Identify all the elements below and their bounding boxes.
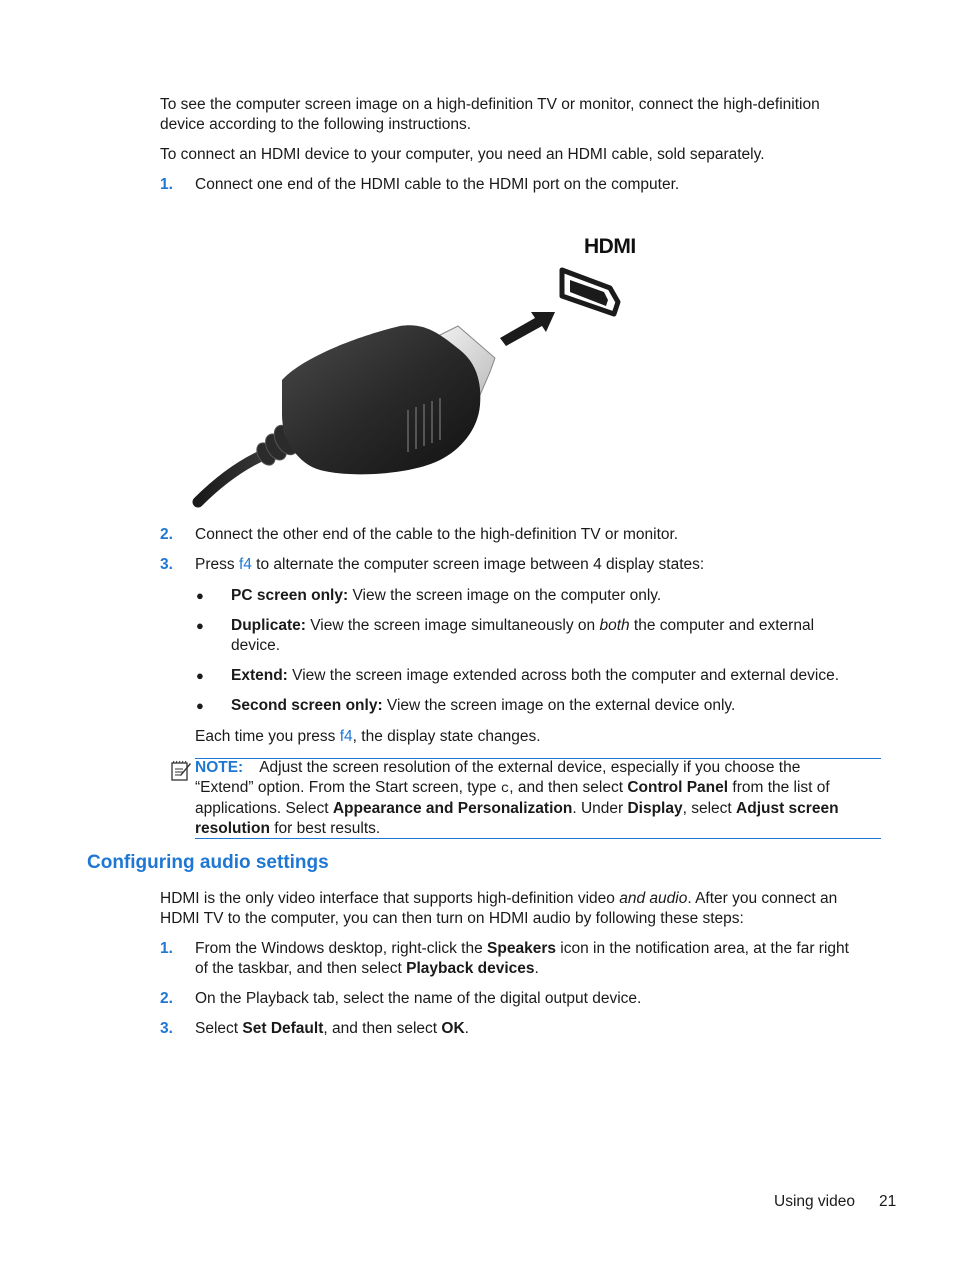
intro-paragraph-1: To see the computer screen image on a high-definition TV or monitor, connect the high-definition device according to the following instructions. — [160, 96, 820, 133]
audio-step-1-number: 1. — [160, 940, 173, 957]
note-text: NOTE: Adjust the screen resolution of the external device, especially if you choose the “Extend” option. From the Start screen, type c, and then select Control Panel from the list of applications. Select Appearance and Personalization. Under Display, select Adjust screen resolution for best results. — [195, 759, 839, 837]
page-number: 21 — [879, 1193, 897, 1210]
list-item-pc-screen-only: PC screen only: View the screen image on the computer only. — [231, 587, 662, 604]
list-item-extend: Extend: View the screen image extended across both the computer and external device. — [231, 667, 839, 684]
hdmi-plug-body — [282, 325, 480, 474]
audio-step-1-text: From the Windows desktop, right-click the Speakers icon in the notification area, at the far right of the taskbar, and then select Playback devices. — [195, 940, 849, 977]
step-3-number: 3. — [160, 556, 173, 573]
step-1-number: 1. — [160, 176, 173, 193]
bullet-icon: ● — [196, 618, 204, 633]
note-icon — [170, 760, 192, 782]
note-label: NOTE: — [195, 759, 244, 776]
hdmi-cable-illustration — [190, 230, 650, 515]
list-item-second-screen-only: Second screen only: View the screen image on the external device only. — [231, 697, 736, 714]
audio-step-2-number: 2. — [160, 990, 173, 1007]
footer-section-title: Using video — [774, 1193, 855, 1210]
f4-key: f4 — [339, 728, 353, 745]
hdmi-port-label: HDMI — [584, 235, 636, 258]
cable-wire — [198, 452, 270, 502]
hdmi-port-icon — [562, 270, 618, 314]
step-2-text: Connect the other end of the cable to the high-definition TV or monitor. — [195, 526, 679, 543]
bullet-icon: ● — [196, 698, 204, 713]
insert-arrow-icon — [500, 312, 555, 346]
audio-step-2-text: On the Playback tab, select the name of the digital output device. — [195, 990, 642, 1007]
bullet-icon: ● — [196, 588, 204, 603]
audio-step-3-number: 3. — [160, 1020, 173, 1037]
audio-step-3-text: Select Set Default, and then select OK. — [195, 1020, 469, 1037]
intro-paragraph-2: To connect an HDMI device to your computer, you need an HDMI cable, sold separately. — [160, 146, 765, 163]
audio-intro-paragraph: HDMI is the only video interface that supports high-definition video and audio. After you connect an HDMI TV to the computer, you can then turn on HDMI audio by following these steps: — [160, 890, 838, 927]
section-heading-audio: Configuring audio settings — [87, 852, 329, 873]
display-state-note: Each time you press f4, the display state changes. — [195, 728, 541, 745]
bullet-icon: ● — [196, 668, 204, 683]
step-2-number: 2. — [160, 526, 173, 543]
step-1-text: Connect one end of the HDMI cable to the HDMI port on the computer. — [195, 176, 680, 193]
f4-key: f4 — [238, 556, 252, 573]
list-item-duplicate: Duplicate: View the screen image simultaneously on both the computer and external device. — [231, 617, 815, 654]
step-3-text: Press f4 to alternate the computer screen image between 4 display states: — [195, 556, 705, 573]
